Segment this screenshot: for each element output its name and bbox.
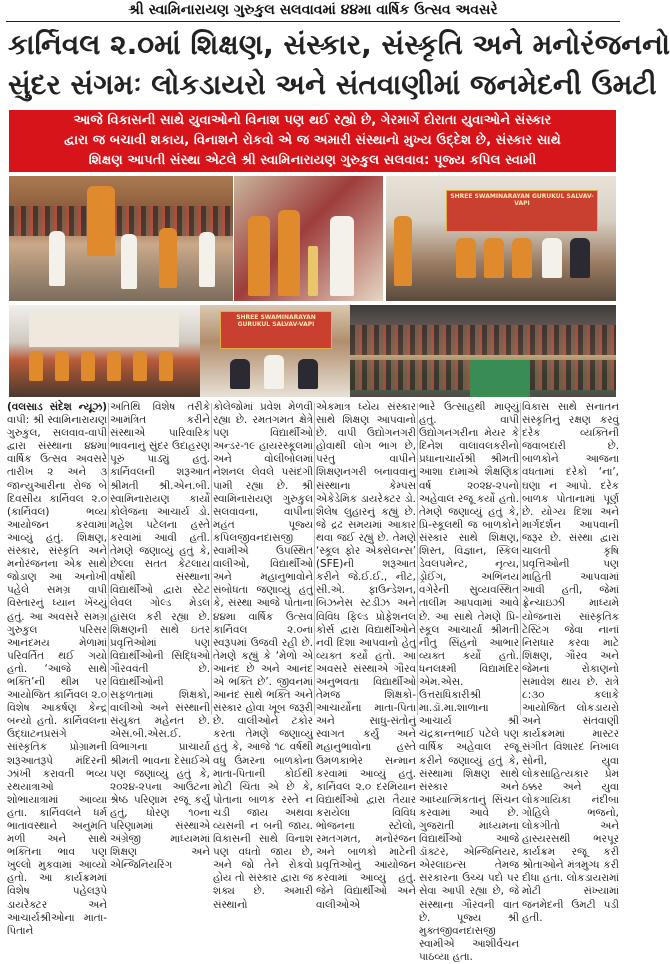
- article-column-6: [522, 401, 619, 924]
- article-column-3-text: કોલેજોમાં પ્રવેશ મેળવી રહ્યા છે. રમતગમત ક્ષેત્રે પણ વિદ્યાર્થીઓ અન્ડર-૧૯ હાયરસ્કૂલમાં અને વોલીબોલમાં નેશનલ લેવલે પસંદગી પામી રહ્યા છે. શ્રી સ્વામિનારાયણ ગુરુકુલ સલવાવના, વાપીના મહંત પૂજ્ય કપિલજીવનદાસજી સ્વામીએ ઉપસ્થિત વાલીઓ, વિદ્યાર્થીઓ અને મહાનુભાવોને સંબોધતા જણાવ્યું હતું કે, સંસ્થા આજે પોતાના ૪૪મા વાર્ષિક ઉત્સવ કાર્નિવલ ૨.૦ના સ્વરૂપમાં ઉજવી રહી છે. તેમણે કહ્યું કે ‘મેળો એ આનંદ છે અને આનંદ એ ભક્તિ છે’. જીવનમાં આનંદ સાથે ભક્તિ અને સંસ્કાર હોવા ખૂબ જરૂરી છે. વાલીઓને ટકોર કરતા તેમણે જણાવ્યું હતું કે, આજે ૧૮ વર્ષથી વધુ ઉંમરના બાળકોના માતા-પિતાની કોઈથી મોટી ચિંતા એ છે કે, પોતાના બાળક રસ્તે ન ચડી જાય અથવા વ્યસની ન બની જાય. વિકાસની સાથે વિનાશ પણ વધતો જાય છે, અને જો તેને રોકવો હોય તો સંસ્કાર દ્વારા જ શક્ય છે. અમારી સંસ્થાનો: [213, 401, 313, 911]
- column-divider: [417, 403, 418, 715]
- stage-banner-text: SHREE SWAMINARAYAN GURUKUL SALVAV-VAPI: [236, 314, 316, 328]
- lamp-shape: [308, 246, 318, 296]
- person-shape: [330, 216, 354, 296]
- person-shape: [133, 351, 147, 381]
- column-divider: [108, 403, 109, 715]
- person-shape: [107, 351, 121, 381]
- photo-audience-crowd: [350, 305, 616, 397]
- article-column-2-text: અતિથિ વિશેષ તરીકે આમંત્રિત કરીને સંસ્થાએ પારિવારિક ભાવનાનું સુંદર ઉદાહરણ પૂરું પાડ્યું હતું. કાર્નિવલની શરૂઆત શ્રીમતી શ્રી.એન.બી. સ્વામિનારાયણ કાર્યો કોલેજના આચાર્ય ડો. મહેશ પટેલના હસ્તે કરવામાં આવી હતી. તેમણે જણાવ્યું હતું કે, છેલ્લા સતત કેટલાય વર્ષોથી સંસ્થાના વિદ્યાર્થીઓ દ્વારા સ્ટેટ લેવલ ગોલ્ડ મેડલ હાંસલ કરી રહ્યા છે. શિક્ષણની સાથે ઇતર પ્રવૃત્તિઓમાં પણ વિદ્યાર્થીઓની સિદ્ધિઓ ગૌરવવંતી છે. વિદ્યાર્થીઓની સફળતામાં શિક્ષકો, વાલીઓ અને સંસ્થાની સંયુક્ત મહેનત છે. એસ.બી.એસ.ઈ. વિભાગના પ્રાચાર્યા શ્રીમતી ભાવના દેસાઈએ પણ જણાવ્યું હતું કે, ૨૦૨૪-૨૫ના આઉટના શ્રેષ્ઠ પરિણામ રજૂ કર્યું હતું, ધોરણ ૧૦ના પરિણામમાં સંસ્થાએ અંગ્રેજી માધ્યમમાં શિક્ષણ અને એન્જિનિયરિંગ: [110, 401, 210, 872]
- stage-banner: [446, 190, 598, 232]
- person-shape: [298, 359, 318, 389]
- kicker-divider: [6, 21, 620, 22]
- article-column-5-text: ભારે ઉત્સાહથી માણ્યું હતું. વાપી ઉદ્યોગનગરીના મેયર કે દિનેશ વાલાવલકરીનો પ્રધાનાચાર્યશ્રી શ્રીમતી આશા દામાએ શૈક્ષણિક વર્ષ ૨૦૨૪-૨૫નો અહેવાલ રજૂ કર્યો હતો. તેમણે જણાવ્યું હતું કે, પ્રિ-સ્કૂલથી જ બાળકોને સંસ્કાર સાથે શિક્ષણ, શિસ્ત, વિજ્ઞાન, સ્કિલ ડેવલપમેન્ટ, નૃત્ય, ડ્રોઈંગ, અભિનય વગેરેની સુવ્યવસ્થિત તાલીમ આપવામાં આવે છે. આ સાથે તેમણે પ્રિ-સ્કૂલ આચાર્યા શ્રીમતી નીતુ સિંહનો આભાર વ્યક્ત કર્યો હતો. ધનલક્ષ્મી વિદ્યામંદિર એમ.એસ. ઉત્તરાધિકારીશ્રી મા.ડૉ.મા.શાળાના આચાર્ય શ્રી ચંદ્રકાન્તભાઈ પટેલે પણ વાર્ષિક અહેવાલ રજૂ કરીને જણાવ્યું હતું કે, સંસ્થામાં શિક્ષણ સાથે સંસ્કાર અને આધ્યાત્મિકતાનું સિંચન કરવામાં આવે છે. ગુજરાતી માધ્યમના વિદ્યાર્થીઓ આજે ડૉક્ટર, એન્જિનિયર, એરલાઇન્સ તેમજ સરકારના ઉચ્ચ પદો પર સેવા આપી રહ્યા છે, જે સંસ્થાના ગૌરવની વાત છે. પૂજ્ય શ્રી મુક્તજીવનદાસજી સ્વામીએ આશીર્વચન પાઠવ્યા હતા.: [419, 401, 519, 963]
- person-shape: [456, 238, 476, 278]
- stage-backdrop: [29, 311, 179, 347]
- crowd-shape: [530, 360, 616, 390]
- crowd-shape: [350, 325, 616, 355]
- article-column-4: [316, 401, 416, 911]
- person-shape: [248, 216, 270, 296]
- photo-lamp-lighting: [234, 176, 383, 301]
- article-column-2: [110, 401, 210, 872]
- photo-lokdayro-stage: [200, 305, 350, 397]
- person-shape: [29, 351, 43, 381]
- person-shape: [159, 351, 173, 381]
- article-body: [7, 401, 619, 963]
- stage-banner-text: SHREE SWAMINARAYAN GURUKUL SALVAV-VAPI: [450, 193, 594, 207]
- crowd-shape: [9, 206, 233, 236]
- stage-banner: [220, 311, 332, 349]
- person-shape: [230, 359, 250, 389]
- person-shape: [394, 216, 412, 286]
- person-shape: [264, 355, 284, 389]
- photo-stage-saints: [386, 176, 616, 301]
- person-shape: [199, 232, 215, 287]
- headline-line-1: કાર્નિવલ ૨.૦માં શિક્ષણ, સંસ્કાર, સંસ્કૃતિ અને મનોરંજનનો: [8, 28, 670, 61]
- article-column-6-text: વિકાસ સાથે સનાતન સંસ્કૃતિનું રક્ષણ કરવું દરેક વ્યક્તિની જવાબદારી છે. બાળકોને આજના વધતામાં દરેકો ‘ના’, ઘણા ન આપો. દરેક બાળક પોતાનામાં પૂર્ણ છે. યોગ્ય દિશા અને માર્ગદર્શન આપવાની જરૂર છે. સંસ્થા દ્વારા ચાલતી કૃષિ પ્રવૃત્તિઓની પણ માહિતી આપવામાં આવી હતી, જેમાં ફ્રેન્ચાઇઝી માધ્યમે યોજનારાં સાંસ્કૃતિક ટેસ્ટિંગ જેવા નાનાં નિરાધાર કરવા માટે શિક્ષણ, ગૌરવ અને જેમનાં રોકાણનો સમાવેશ થાય છે. રાત્રે ૮:૩૦ કલાકે આયોજિત લોકડાયરો અને સંતવાણી કાર્યક્રમમાં માસ્ટર સંગીત વિશારદ નિખાલ સોની, યુવા લોકસાહિત્યકાર પ્રેમ ઠક્કર અને યુવા લોકગાયિકા નંદીબા ગોહિલે ભજનો, લોકગીતો અને હાસ્યરસથી ભરપૂર કાર્યક્રમ રજૂ કરી શ્રોતાઓને મંત્રમુગ્ધ કરી દીધા હતા. લોકડાયરામાં મોટી સંખ્યામાં જનમેદની ઉમટી પડી હતી.: [522, 401, 619, 924]
- article-column-4-text: એકમાત્ર ધ્યેય સંસ્કાર સાથે શિક્ષણ આપવાનો છે. વાપી ઉદ્યોગનગરી હોવાથી લોગ ભાગ છે, પરંતુ વાપીને શિક્ષણનગરી બનાવવાનું સંસ્થાના કેમ્પસ એકેડેમિક ડાયરેક્ટર ડો. શૈલેષ લુહારનું કહ્યું છે. જે દ્રઢ સમયમાં આકાર થવા જઈ રહ્યું છે. તેમણે ‘સ્કૂલ ફોર એક્સેલન્સ’ (SFE)ની શરૂઆત કરીને જે.ઈ.ઈ., નીટ, સી.એ. ફાઉન્ડેશન, બિઝનેસ સ્ટડીઝ અને વિવિધ ફિલ્ડ પ્રોફેશનલ કોર્સ દ્વારા વિદ્યાર્થીઓને નવી દિશા આપવાનો હેતુ વ્યક્ત કર્યો હતો. આ અવસરે સંસ્થાએ ગૌરવ અનુભવતા વિદ્યાર્થીઓ તેમજ શિક્ષકો-આચાર્યોના માતા-પિતા અને સાધુ-સંતોનું સ્વાગત કર્યું અને મહાનુભાવોના હસ્તે ઉમળકાભેર સન્માન કરવામાં આવ્યું હતું. કાર્નિવલ ૨.૦ દરમિયાન વિદ્યાર્થીઓ દ્વારા તૈયાર કરાયેલા વિવિધ ભોજનના સ્ટોલો, રમતગમત, મનોરંજન અને બાળકો માટેની પ્રવૃત્તિઓનું આયોજન કરવામાં આવ્યું હતું. જેને વિદ્યાર્થીઓ અને વાલીઓએ: [316, 401, 416, 911]
- person-shape: [159, 228, 177, 288]
- quote-banner: [9, 110, 616, 172]
- column-divider: [314, 403, 315, 715]
- lawn-shape: [470, 360, 530, 397]
- quote-line-2: દ્વારા જ બચાવી શકાય, વિનાશને રોકવો એ જ અમારી સંસ્થાનો મુખ્ય ઉદ્દેશ છે, સંસ્કાર સાથે: [64, 133, 561, 148]
- flag-shape: [87, 186, 115, 256]
- headline-line-2: સુંદર સંગમઃ લોકડાયરો અને સંતવાણીમાં જનમેદની ઉમટી: [8, 68, 657, 101]
- article-column-1-text: (વલસાડ સંદેશ ન્યૂઝ) વાપી: શ્રી સ્વામિનારાયણ ગુરુકુલ, સલવાવ-વાપી દ્વારા સંસ્થાના ૪૪મા વાર્ષિક ઉત્સવ અવસરે તારીખ ૨ અને ૩ જાન્યુઆરીના રોજ બે દિવસીય કાર્નિવલ ૨.૦ (કાર્નિવલ) ભવ્ય આયોજન કરવામાં આવ્યું હતું. શિક્ષણ, સંસ્કાર, સંસ્કૃતિ અને મનોરંજનના એક સાથે જોડાણ આ અનોખી પહેલે સમગ્ર વાપી વિસ્તારનું ધ્યાન ખેંચ્યું હતું. આ અવસરે સમગ્ર ગુરુકુલ પરિસર આનંદમય મેળામાં પરિવર્તિત થઈ ગયો હતો. ‘આજે સાથે ભક્તિ’ની થીમ પર આયોજિત કાર્નિવલ ૨.૦ વિશેષ આકર્ષણ કેન્દ્ર બન્યો હતો. કાર્નિવલના ઉદ્ઘાટનપ્રસંગે સાંસ્કૃતિક પ્રોગ્રામની શરૂઆતરૂપે મંદિરની ઝાંખી કરાવતી ભવ્ય રથયાત્રાઓ શોભાયાત્રામાં આવ્યા હતા. કાર્નિવલને ધર્મ ભાતાવસ્થાને અનુમતિ મળી અને સાથે ભક્તિના ભાવ પણ ખુલ્લો મુકવામાં આવ્યો હતો. આ કાર્યક્રમમાં વિશેષ પહેલરૂપે ડાયરેક્ટર અને આચાર્યશ્રીઓના માતા-પિતાને: [7, 401, 107, 937]
- photo-stage-dance: [9, 305, 200, 397]
- quote-line-1: આજે વિકાસની સાથે યુવાઓનો વિનાશ પણ થઈ રહ્યો છે, ગેરમાર્ગે દોરાતા યુવાઓને સંસ્કાર: [73, 113, 552, 128]
- photo-carnival-rally: [9, 176, 233, 301]
- quote-line-3: શિક્ષણ આપતી સંસ્થા એટલે શ્રી સ્વામિનારાયણ ગુરુકુલ સલવાવ: પૂજ્ય કપિલ સ્વામી: [88, 153, 537, 168]
- article-column-3: [213, 401, 313, 911]
- person-shape: [81, 351, 95, 381]
- person-shape: [55, 351, 69, 381]
- kicker-line: શ્રી સ્વામિનારાયણ ગુરુકુલ સલવાવમાં ૪૪મા વાર્ષિક ઉત્સવ અવસરે: [128, 2, 498, 18]
- person-shape: [278, 210, 300, 296]
- crowd-shape: [350, 360, 470, 390]
- column-divider: [520, 403, 521, 715]
- person-shape: [570, 238, 590, 278]
- article-column-1: [7, 401, 107, 937]
- person-shape: [49, 231, 65, 286]
- person-shape: [121, 234, 137, 289]
- person-shape: [542, 238, 562, 278]
- article-column-5: [419, 401, 519, 963]
- news-credit: (વલસાડ સંદેશ ન્યૂઝ): [7, 401, 107, 413]
- person-shape: [484, 238, 504, 278]
- column-divider: [211, 403, 212, 715]
- person-shape: [512, 238, 532, 278]
